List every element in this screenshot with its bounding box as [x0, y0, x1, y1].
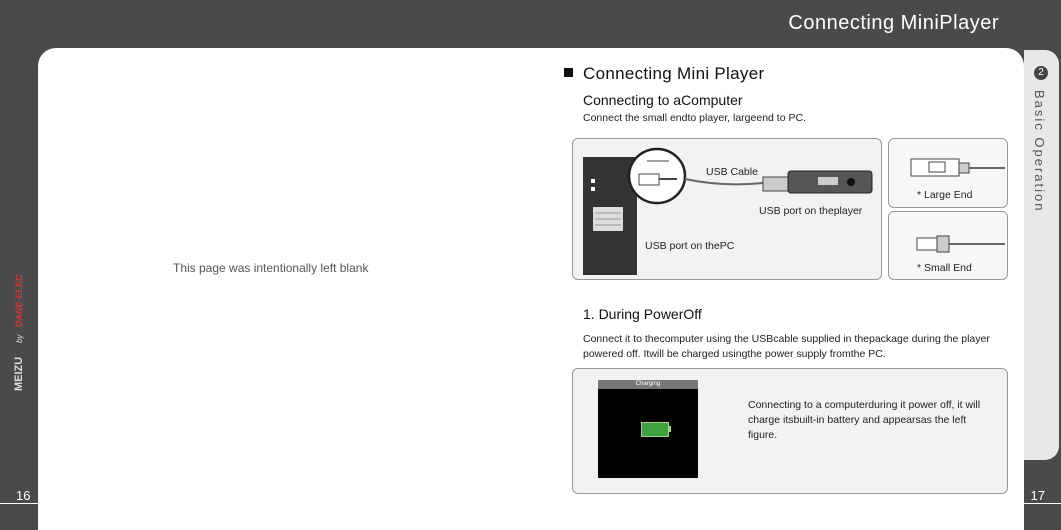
section-bullet-icon [564, 68, 573, 77]
svg-text:DANE-ELEC: DANE-ELEC [14, 274, 24, 327]
power-off-heading: 1. During PowerOff [583, 306, 702, 322]
label-usb-port-player: USB port on theplayer [759, 205, 863, 217]
small-end-box [888, 211, 1008, 280]
charging-screen-title: Charging [598, 380, 698, 389]
label-small-end: * Small End [917, 262, 972, 274]
page-number-left: 16 [16, 488, 31, 503]
sub-title: Connecting to aComputer [583, 92, 743, 108]
header-title: Connecting MiniPlayer [788, 12, 999, 34]
page-number-rule-left [0, 503, 38, 504]
large-usb-connector-icon [889, 139, 1007, 179]
page-number-right: 17 [1030, 488, 1045, 503]
blank-page-message: This page was intentionally left blank [173, 261, 369, 275]
label-usb-cable: USB Cable [706, 166, 758, 178]
left-strip [0, 48, 38, 530]
brand-logo [4, 243, 34, 393]
power-off-paragraph: Connect it to thecomputer using the USBcable supplied in thepackage during the player powered off. Itwill be charged usingthe power supply fromthe PC. [583, 333, 990, 360]
large-end-box [888, 138, 1008, 208]
charging-description: Connecting to a computerduring it power off, it will charge itsbuilt-in battery and appearsas the left figure. [748, 399, 981, 441]
chapter-label: Basic Operation [1032, 90, 1047, 213]
chapter-number: 2 [1034, 66, 1048, 80]
page-number-rule-right [1023, 503, 1061, 504]
battery-tip-icon [668, 426, 671, 432]
battery-icon [641, 422, 669, 437]
svg-text:by: by [15, 334, 24, 343]
charging-screen [598, 380, 698, 478]
small-usb-connector-icon [889, 212, 1007, 256]
section-title-text: Connecting Mini Player [583, 64, 765, 83]
header-bar [0, 0, 1061, 48]
section-title [564, 64, 764, 84]
svg-text:MEIZU: MEIZU [13, 356, 25, 391]
usb-connection-diagram [572, 138, 882, 280]
label-usb-port-pc: USB port on thePC [645, 240, 735, 252]
label-large-end: * Large End [917, 189, 973, 201]
sub-description: Connect the small endto player, largeend to PC. [583, 112, 806, 124]
